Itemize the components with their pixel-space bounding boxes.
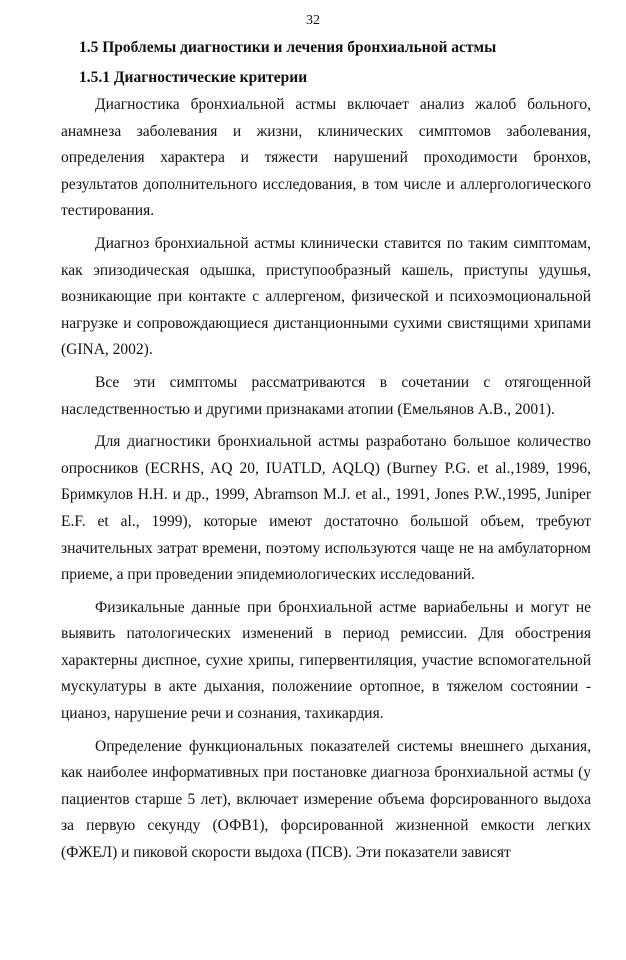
page-content [61,36,591,871]
section-title: 1.5 Проблемы диагностики и лечения бронхиальной астмы [79,39,497,56]
page-number: 32 [306,13,320,28]
paragraph-3: Все эти симптомы рассматриваются в сочетании с отягощенной наследственностью и другими признаками атопии (Емельянов А.В., 2001). [61,373,591,418]
paragraph-4: Для диагностики бронхиальной астмы разработано большое количество опросников (ECRHS, AQ 20, IUATLD, AQLQ) (Burney P.G. et al.,1989, 1996, Бримкулов Н.Н. и др., 1999, Abramson M.J. et al., 1991, Jones P.W.,1995, Juniper E.F. et al., 1999), которые имеют достаточно большой объем, требуют значительных затрат времени, поэтому используются чаще не на амбулаторном приеме, а при проведении эпидемиологических исследований. [61,433,591,584]
paragraph-5: Физикальные данные при бронхиальной астме вариабельны и могут не выявить патологических изменений в период ремиссии. Для обострения характерны диспное, сухие хрипы, гипервентиляция, участие вспомогательной мускулатуры в акте дыхания, положениие ортопное, в тяжелом состоянии - цианоз, нарушение речи и сознания, тахикардия. [61,598,591,723]
subsection-title: 1.5.1 Диагностические критерии [79,69,308,86]
paragraph-6: Определение функциональных показателей системы внешнего дыхания, как наиболее информативных при постановке диагноза бронхиальной астмы (у пациентов старше 5 лет), включает измерение объема форсированного выдоха за первую секунду (ОФВ1), форсированной жизненной емкости легких (ФЖЕЛ) и пиковой скорости выдоха (ПСВ). Эти показатели зависят [61,737,591,862]
paragraph-2: Диагноз бронхиальной астмы клинически ставится по таким симптомам, как эпизодическая одышка, приступообразный кашель, приступы удушья, возникающие при контакте с аллергеном, физической и психоэмоциональной нагрузке и сопровождающиеся дистанционными сухими свистящими хрипами (GINA, 2002). [61,234,591,359]
paragraph-1: Диагностика бронхиальной астмы включает анализ жалоб больного, анамнеза заболевания и жизни, клинических симптомов заболевания, определения характера и тяжести нарушений проходимости бронхов, результатов дополнительного исследования, в том числе и аллергологического тестирования. [61,96,591,220]
